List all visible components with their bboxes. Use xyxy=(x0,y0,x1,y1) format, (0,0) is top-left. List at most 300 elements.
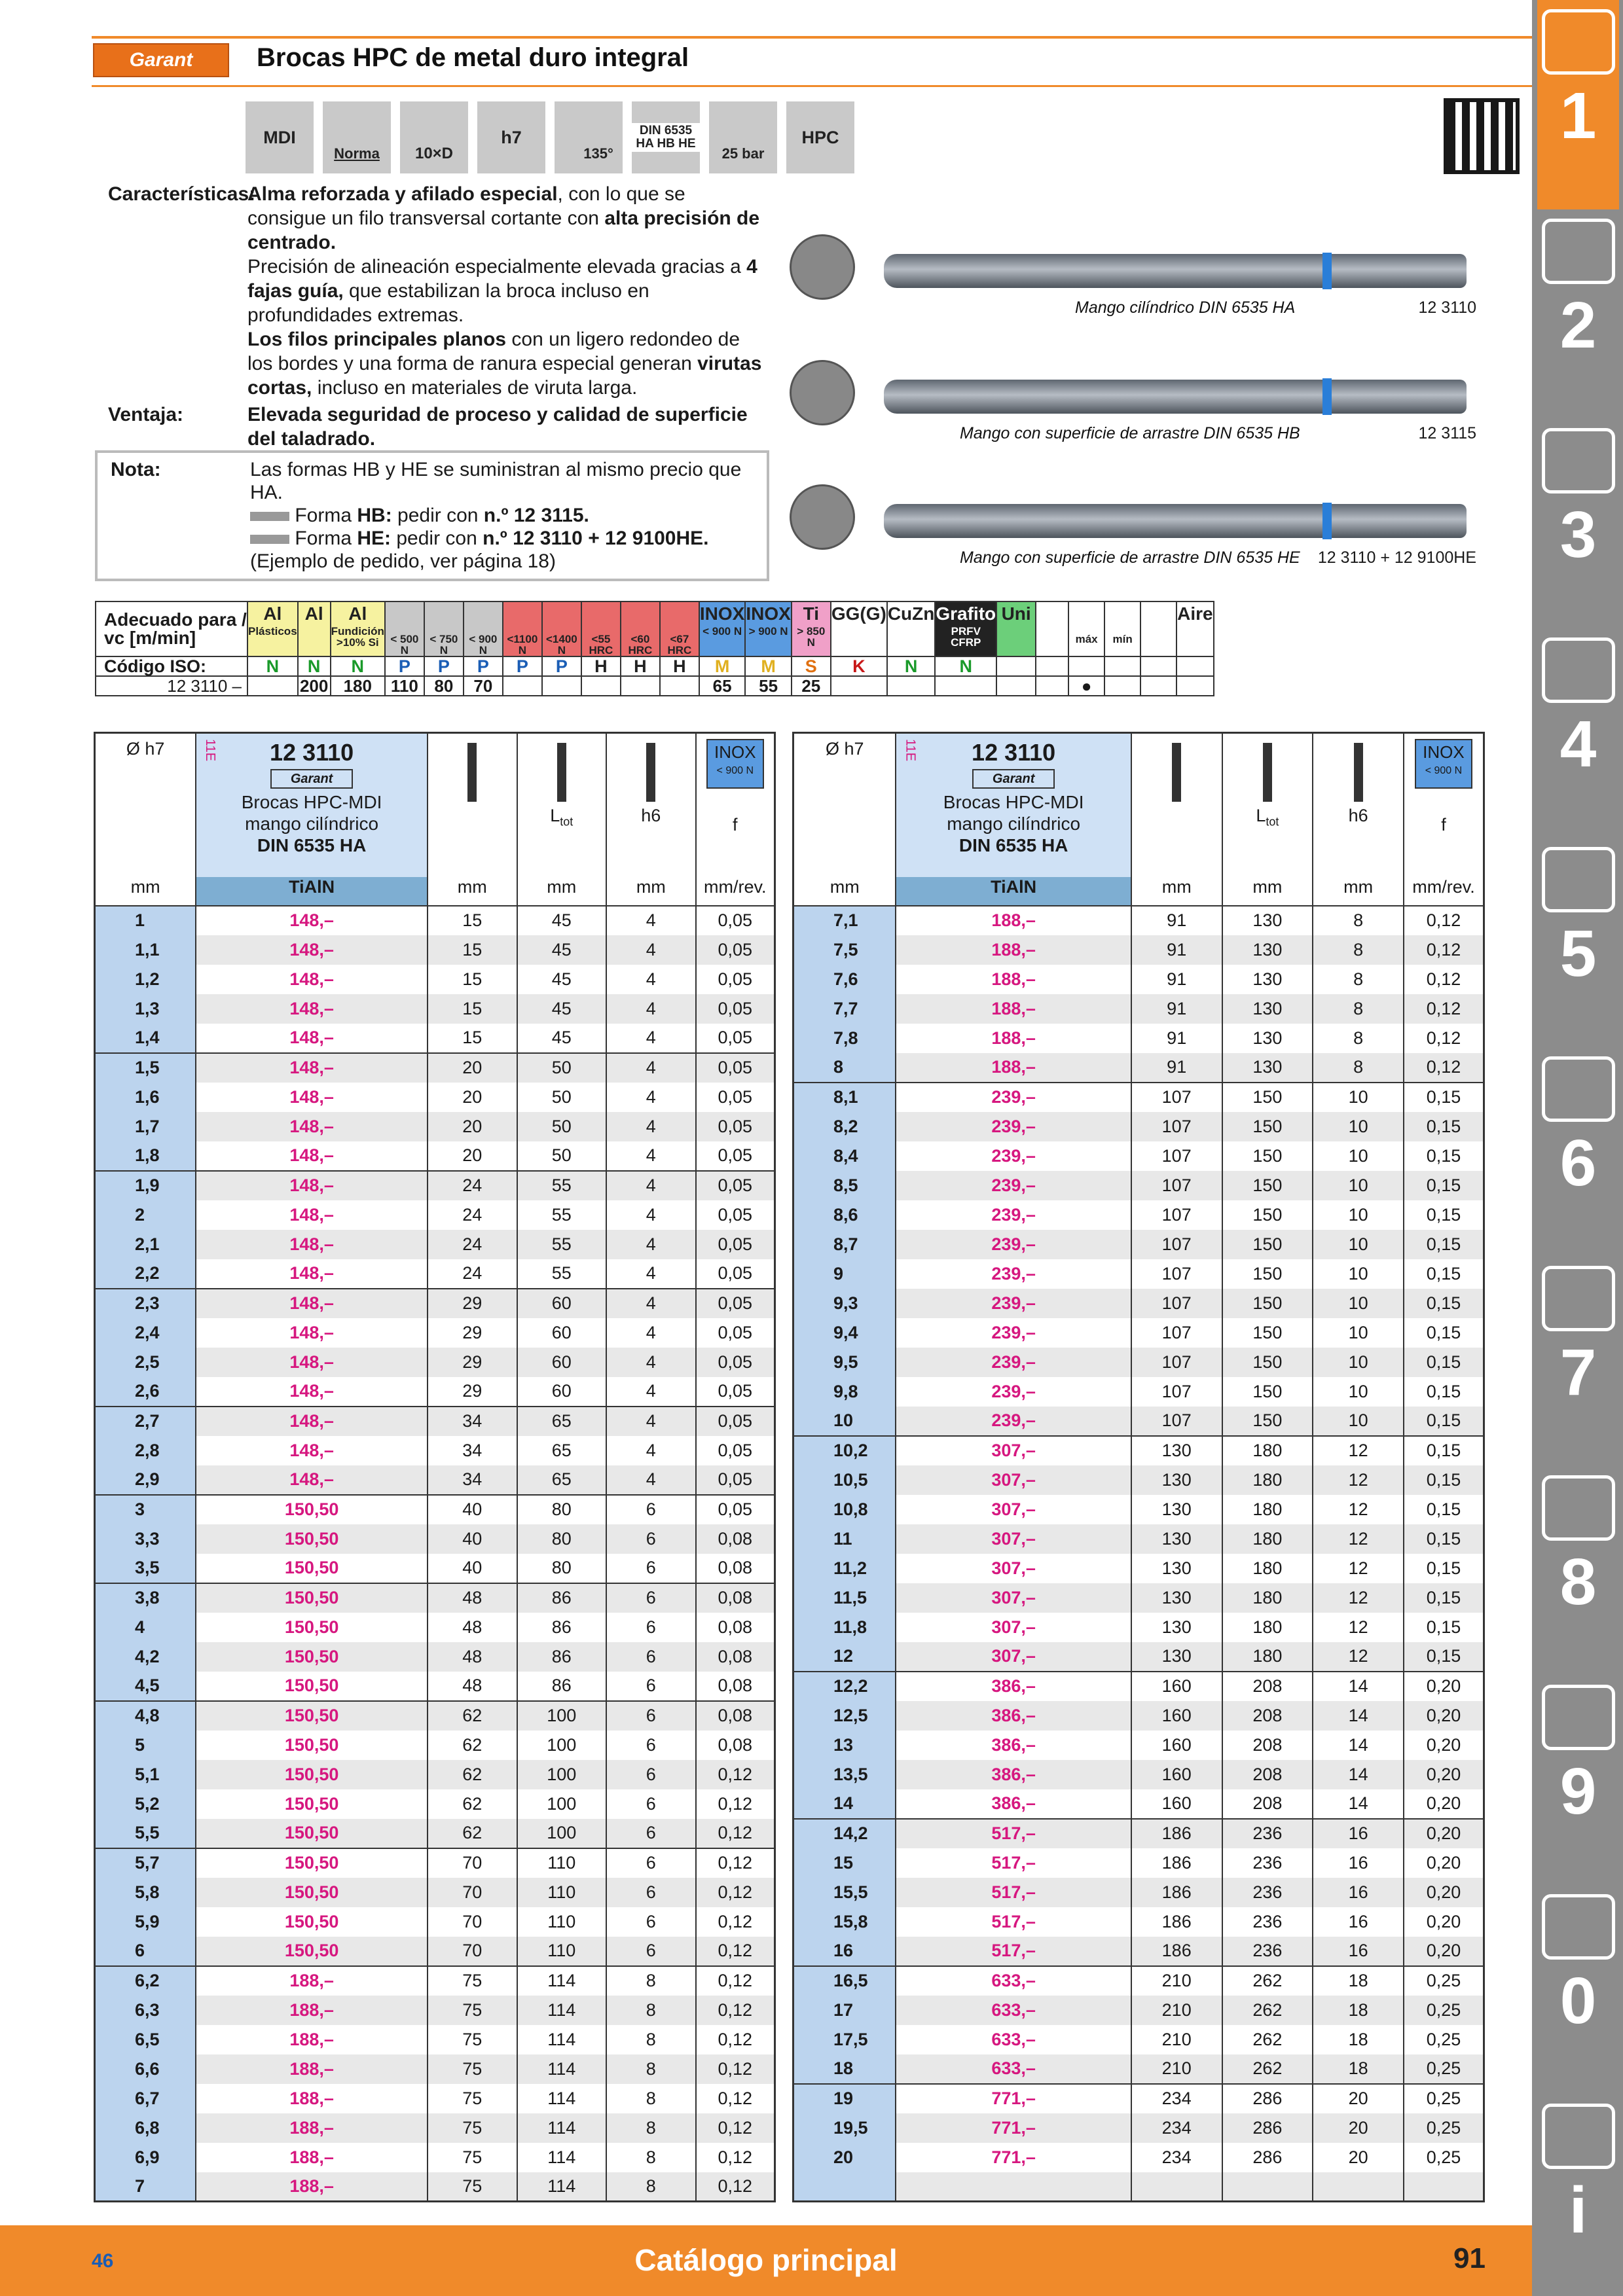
value-cell: 262 xyxy=(1222,1996,1313,2025)
value-cell: 0,25 xyxy=(1404,2054,1484,2084)
value-cell: 0,05 xyxy=(696,1495,775,1524)
cutting-speed-cell: 80 xyxy=(424,676,464,696)
value-cell: 48 xyxy=(428,1613,517,1642)
diameter-cell: 5,1 xyxy=(95,1760,196,1789)
price-cell: 148,– xyxy=(196,1112,428,1141)
table-row xyxy=(793,1141,1484,1171)
value-cell: 0,08 xyxy=(696,1642,775,1672)
footer-bar xyxy=(0,2225,1532,2296)
value-cell: 34 xyxy=(428,1407,517,1436)
value-cell: 62 xyxy=(428,1760,517,1789)
price-cell: 148,– xyxy=(196,1377,428,1407)
diameter-cell: 12,2 xyxy=(793,1672,896,1701)
price-cell xyxy=(896,2172,1131,2202)
material-col-8: <55 HRC xyxy=(581,601,621,656)
value-cell: 4 xyxy=(606,1348,696,1377)
table-row xyxy=(793,2025,1484,2054)
value-cell: 107 xyxy=(1131,1083,1222,1112)
price-cell: 150,50 xyxy=(196,1907,428,1937)
price-cell: 386,– xyxy=(896,1760,1131,1789)
product-table-left: Ø h7 11E 12 3110 Garant Brocas HPC-MDI mango cilíndrico DIN 6535 HA $L_{tot}$ h6 INOX < 900 N f mm TiAlN mm mm mm mm/rev. 1 148,– 15 45 4 0,05 1,1 148,– 15 45 4 0,05 1,2 148,– 15 45 4 0,05 1,3 148,– 15 45 4 0,05 1,4 148,– 15 45 4 0,05 1,5 148,– 20 50 4 0,05 1,6 148,– 20 50 4 0,05 1,7 148,– 20 50 4 0,05 1,8 148,– 20 50 4 0,05 1,9 148,– 24 55 4 0,05 2 148,– 24 55 4 0,05 2,1 148,– 24 55 4 0,05 2,2 148,– 24 55 4 0,05 2,3 148,– 29 60 4 0,05 2,4 148,– 29 60 4 0,05 2,5 148,– 29 60 4 0,05 2,6 148,– 29 60 4 0,05 2,7 148,– 34 65 4 0,05 2,8 148,– 34 65 4 0,05 2,9 148,– 34 65 4 0,05 3 150,50 40 80 6 0,05 3,3 150,50 40 80 6 0,08 3,5 150,50 40 80 6 0,08 3,8 150,50 48 86 6 0,08 4 150,50 48 86 6 0,08 4,2 150,50 48 86 6 0,08 4,5 150,50 48 86 6 0,08 4,8 150,50 62 100 6 0,08 5 150,50 62 100 6 0,08 5,1 150,50 62 100 6 0,12 5,2 150,50 62 100 6 0,12 5,5 150,50 62 100 6 0,12 5,7 150,50 70 110 6 0,12 5,8 150,50 70 110 6 0,12 5,9 150,50 70 110 6 0,12 6 150,50 70 110 6 0,12 6,2 188,– 75 114 8 0,12 6,3 188,– 75 114 8 0,12 6,5 188,– 75 114 8 0,12 6,6 188,– 75 114 8 0,12 6,7 188,– 75 114 8 0,12 6,8 188,– 75 114 8 0,12 6,9 188,– 75 114 8 0,12 7 188,– 75 114 8 0,12 xyxy=(94,732,776,2202)
value-cell: 0,20 xyxy=(1404,1672,1484,1701)
price-cell: 148,– xyxy=(196,965,428,994)
value-cell: 0,15 xyxy=(1404,1259,1484,1289)
iso-code-cell: N xyxy=(935,656,996,676)
value-cell: 0,20 xyxy=(1404,1701,1484,1731)
value-cell: 6 xyxy=(606,1672,696,1701)
table-row xyxy=(95,1407,775,1436)
diameter-cell: 12 xyxy=(793,1642,896,1672)
value-cell: 62 xyxy=(428,1701,517,1731)
cutting-speed-cell: 110 xyxy=(385,676,424,696)
table-row xyxy=(793,2054,1484,2084)
value-cell: 0,15 xyxy=(1404,1112,1484,1141)
value-cell: 150 xyxy=(1222,1377,1313,1407)
value-cell: 262 xyxy=(1222,2025,1313,2054)
header-subrule xyxy=(92,85,1532,87)
value-cell: 107 xyxy=(1131,1171,1222,1200)
table-row xyxy=(793,1966,1484,1996)
diameter-cell: 1,2 xyxy=(95,965,196,994)
table-row xyxy=(793,1436,1484,1465)
table-row xyxy=(95,1171,775,1200)
value-cell: 0,15 xyxy=(1404,1465,1484,1495)
price-cell: 150,50 xyxy=(196,1642,428,1672)
price-cell: 148,– xyxy=(196,994,428,1024)
value-cell: 86 xyxy=(517,1583,607,1613)
chapter-tab-9[interactable]: 0 xyxy=(1537,1885,1619,2094)
cutting-speed-cell: 25 xyxy=(792,676,831,696)
diameter-cell: 3,8 xyxy=(95,1583,196,1613)
table-row xyxy=(95,1642,775,1672)
cutting-speed-cell: 70 xyxy=(464,676,503,696)
value-cell: 110 xyxy=(517,1907,607,1937)
value-cell: 6 xyxy=(606,1731,696,1760)
chapter-icon xyxy=(1542,1685,1615,1750)
value-cell: 107 xyxy=(1131,1377,1222,1407)
value-cell: 75 xyxy=(428,1966,517,1996)
table-row xyxy=(793,1259,1484,1289)
feature-icons xyxy=(246,101,854,173)
price-cell: 239,– xyxy=(896,1200,1131,1230)
price-cell: 188,– xyxy=(196,2025,428,2054)
diameter-cell: 8,4 xyxy=(793,1141,896,1171)
table-row xyxy=(95,906,775,935)
coating-header: TiAlN xyxy=(196,877,428,906)
value-cell: 150 xyxy=(1222,1348,1313,1377)
value-cell: 210 xyxy=(1131,1996,1222,2025)
value-cell: 150 xyxy=(1222,1083,1313,1112)
value-cell: 0,20 xyxy=(1404,1760,1484,1789)
value-cell: 6 xyxy=(606,1613,696,1642)
value-cell: 0,05 xyxy=(696,1289,775,1318)
value-cell: 4 xyxy=(606,1230,696,1259)
chapter-tab-7[interactable]: 8 xyxy=(1537,1466,1619,1676)
iso-code-cell: S xyxy=(792,656,831,676)
value-cell: 0,05 xyxy=(696,1141,775,1171)
price-cell: 307,– xyxy=(896,1583,1131,1613)
diameter-cell: 2,8 xyxy=(95,1436,196,1465)
value-cell: 20 xyxy=(1313,2143,1404,2172)
price-cell: 633,– xyxy=(896,2054,1131,2084)
value-cell: 20 xyxy=(1313,2084,1404,2113)
chapter-icon xyxy=(1542,637,1615,703)
shank-header: h6 xyxy=(606,733,696,877)
diameter-cell: 7 xyxy=(95,2172,196,2202)
value-cell: 70 xyxy=(428,1937,517,1966)
diameter-cell: 10,8 xyxy=(793,1495,896,1524)
diameter-cell: 15,8 xyxy=(793,1907,896,1937)
chapter-icon xyxy=(1542,2104,1615,2169)
table-row xyxy=(793,1524,1484,1554)
value-cell: 55 xyxy=(517,1230,607,1259)
value-cell: 114 xyxy=(517,2113,607,2143)
chapter-icon xyxy=(1542,9,1615,75)
garant-logo: Garant xyxy=(270,769,353,789)
value-cell: 114 xyxy=(517,2172,607,2202)
value-cell: 6 xyxy=(606,1848,696,1878)
article-number: 12 3110 xyxy=(972,739,1056,766)
chapter-icon xyxy=(1542,1266,1615,1331)
price-cell: 148,– xyxy=(196,1436,428,1465)
diameter-cell: 6,3 xyxy=(95,1996,196,2025)
footer-title: Catálogo principal xyxy=(634,2243,898,2277)
chapter-tab-3[interactable]: 4 xyxy=(1537,628,1619,838)
chapter-tab-8[interactable]: 9 xyxy=(1537,1676,1619,1885)
iso-code-cell: N xyxy=(247,656,298,676)
material-col-12: INOX > 900 N xyxy=(745,601,791,656)
value-cell: 107 xyxy=(1131,1230,1222,1259)
table-row xyxy=(793,2084,1484,2113)
table-row xyxy=(793,1907,1484,1937)
value-cell: 0,05 xyxy=(696,1348,775,1377)
diameter-cell: 3,3 xyxy=(95,1524,196,1554)
material-col-6: <1100 N xyxy=(503,601,542,656)
price-cell: 517,– xyxy=(896,1819,1131,1848)
price-cell: 239,– xyxy=(896,1377,1131,1407)
table-row xyxy=(793,1083,1484,1112)
table-row xyxy=(793,1937,1484,1966)
cutting-speed-cell: ● xyxy=(1068,676,1104,696)
characteristics-label: Características: xyxy=(108,183,256,205)
table-row xyxy=(95,1878,775,1907)
value-cell: 0,15 xyxy=(1404,1348,1484,1377)
price-cell: 150,50 xyxy=(196,1731,428,1760)
table-row xyxy=(793,1200,1484,1230)
value-cell: 262 xyxy=(1222,1966,1313,1996)
material-col-5: < 900 N xyxy=(464,601,503,656)
value-cell: 62 xyxy=(428,1789,517,1819)
value-cell: 150 xyxy=(1222,1289,1313,1318)
value-cell: 150 xyxy=(1222,1200,1313,1230)
cutting-speed-cell xyxy=(247,676,298,696)
cutting-speed-cell xyxy=(503,676,542,696)
value-cell: 29 xyxy=(428,1289,517,1318)
diameter-cell: 7,1 xyxy=(793,906,896,935)
value-cell: 65 xyxy=(517,1436,607,1465)
table-row xyxy=(793,1613,1484,1642)
price-cell: 771,– xyxy=(896,2084,1131,2113)
value-cell: 114 xyxy=(517,2054,607,2084)
value-cell: 0,12 xyxy=(696,1760,775,1789)
table-row xyxy=(95,1583,775,1613)
value-cell: 65 xyxy=(517,1465,607,1495)
chapter-tab-4[interactable]: 5 xyxy=(1537,838,1619,1047)
price-cell: 148,– xyxy=(196,1024,428,1053)
diameter-cell: 17 xyxy=(793,1996,896,2025)
value-cell: 234 xyxy=(1131,2143,1222,2172)
value-cell: 6 xyxy=(606,1789,696,1819)
price-cell: 188,– xyxy=(896,906,1131,935)
value-cell: 12 xyxy=(1313,1554,1404,1583)
table-row xyxy=(95,1230,775,1259)
table-row xyxy=(95,2054,775,2084)
value-cell: 0,05 xyxy=(696,1259,775,1289)
value-cell: 65 xyxy=(517,1407,607,1436)
value-cell: 0,20 xyxy=(1404,1878,1484,1907)
table-row xyxy=(793,1672,1484,1701)
value-cell: 15 xyxy=(428,965,517,994)
table-row xyxy=(95,1937,775,1966)
value-cell: 236 xyxy=(1222,1819,1313,1848)
price-cell: 150,50 xyxy=(196,1878,428,1907)
value-cell: 29 xyxy=(428,1348,517,1377)
value-cell: 0,12 xyxy=(696,1848,775,1878)
price-cell: 307,– xyxy=(896,1465,1131,1495)
value-cell: 6 xyxy=(606,1583,696,1613)
price-cell: 148,– xyxy=(196,906,428,935)
price-cell: 239,– xyxy=(896,1407,1131,1436)
material-col-9: <60 HRC xyxy=(621,601,660,656)
value-cell: 40 xyxy=(428,1495,517,1524)
value-cell: 0,05 xyxy=(696,935,775,965)
value-cell: 10 xyxy=(1313,1259,1404,1289)
cutting-speed-cell xyxy=(542,676,581,696)
chapter-icon xyxy=(1542,847,1615,912)
value-cell: 107 xyxy=(1131,1259,1222,1289)
value-cell: 0,12 xyxy=(696,1789,775,1819)
coolant-pressure-icon: 25 bar xyxy=(709,101,777,173)
cutting-speed-cell xyxy=(1104,676,1140,696)
value-cell: 8 xyxy=(606,2084,696,2113)
feed-header: INOX < 900 N f xyxy=(696,733,775,877)
diameter-cell: 2,5 xyxy=(95,1348,196,1377)
value-cell: 8 xyxy=(1313,1024,1404,1053)
table-row xyxy=(793,994,1484,1024)
table-row xyxy=(95,1495,775,1524)
table-row xyxy=(793,965,1484,994)
value-cell: 24 xyxy=(428,1259,517,1289)
diameter-cell: 8,7 xyxy=(793,1230,896,1259)
drill-tip-icon xyxy=(790,234,855,300)
price-cell: 148,– xyxy=(196,1318,428,1348)
material-col-14: GG(G) xyxy=(831,601,887,656)
value-cell: 15 xyxy=(428,1024,517,1053)
diameter-cell: 6,5 xyxy=(95,2025,196,2054)
value-cell: 4 xyxy=(606,1083,696,1112)
hpc-icon: HPC xyxy=(786,101,854,173)
value-cell: 4 xyxy=(606,1112,696,1141)
drill-length-icon xyxy=(1131,733,1222,877)
diameter-cell: 8,5 xyxy=(793,1171,896,1200)
diameter-cell: 7,7 xyxy=(793,994,896,1024)
diameter-cell: 10 xyxy=(793,1407,896,1436)
iso-code-cell: H xyxy=(621,656,660,676)
value-cell: 0,12 xyxy=(696,1878,775,1907)
price-cell: 150,50 xyxy=(196,1672,428,1701)
iso-code-cell: P xyxy=(424,656,464,676)
value-cell: 0,08 xyxy=(696,1701,775,1731)
chapter-tab-0[interactable]: 1 xyxy=(1537,0,1619,209)
value-cell: 160 xyxy=(1131,1789,1222,1819)
value-cell: 130 xyxy=(1131,1524,1222,1554)
table-row xyxy=(793,1760,1484,1789)
table-row xyxy=(793,935,1484,965)
value-cell: 91 xyxy=(1131,906,1222,935)
value-cell: 40 xyxy=(428,1524,517,1554)
cutting-speed-cell xyxy=(581,676,621,696)
diameter-cell: 3 xyxy=(95,1495,196,1524)
table-row xyxy=(793,1554,1484,1583)
diameter-cell: 9,8 xyxy=(793,1377,896,1407)
iso-code-cell: H xyxy=(581,656,621,676)
value-cell: 0,25 xyxy=(1404,2143,1484,2172)
table-row xyxy=(95,2025,775,2054)
cutting-speed-cell xyxy=(660,676,699,696)
value-cell: 0,12 xyxy=(696,1937,775,1966)
length-icon: 10×D xyxy=(400,101,468,173)
price-cell: 307,– xyxy=(896,1495,1131,1524)
value-cell: 186 xyxy=(1131,1878,1222,1907)
table-row xyxy=(793,1878,1484,1907)
value-cell: 45 xyxy=(517,906,607,935)
value-cell: 8 xyxy=(1313,906,1404,935)
qr-code-icon[interactable] xyxy=(1444,98,1520,174)
iso-code-cell: H xyxy=(660,656,699,676)
chapter-icon xyxy=(1542,219,1615,284)
value-cell: 130 xyxy=(1222,935,1313,965)
price-cell: 386,– xyxy=(896,1701,1131,1731)
value-cell: 0,05 xyxy=(696,1024,775,1053)
value-cell: 75 xyxy=(428,2084,517,2113)
diameter-cell: 9,5 xyxy=(793,1348,896,1377)
footer-left-page: 46 xyxy=(92,2250,114,2272)
diameter-cell: 6,8 xyxy=(95,2113,196,2143)
shank-header: h6 xyxy=(1313,733,1404,877)
price-cell: 771,– xyxy=(896,2143,1131,2172)
value-cell: 160 xyxy=(1131,1760,1222,1789)
table-row xyxy=(95,1701,775,1731)
table-row xyxy=(793,1318,1484,1348)
table-row xyxy=(793,1583,1484,1613)
advantage-label: Ventaja: xyxy=(108,404,184,425)
iso-code-cell: P xyxy=(503,656,542,676)
value-cell: 50 xyxy=(517,1053,607,1083)
chapter-tab-1[interactable]: 2 xyxy=(1537,209,1619,419)
diameter-cell: 1,7 xyxy=(95,1112,196,1141)
value-cell: 107 xyxy=(1131,1289,1222,1318)
chapter-tab-6[interactable]: 7 xyxy=(1537,1257,1619,1466)
price-cell: 386,– xyxy=(896,1731,1131,1760)
table-row xyxy=(793,1848,1484,1878)
value-cell: 150 xyxy=(1222,1407,1313,1436)
price-cell: 307,– xyxy=(896,1642,1131,1672)
price-cell: 517,– xyxy=(896,1878,1131,1907)
garant-logo: Garant xyxy=(93,43,229,77)
value-cell: 20 xyxy=(428,1141,517,1171)
value-cell: 4 xyxy=(606,1377,696,1407)
price-cell: 517,– xyxy=(896,1848,1131,1878)
value-cell: 12 xyxy=(1313,1583,1404,1613)
diameter-cell: 11 xyxy=(793,1524,896,1554)
advantage-text: Elevada seguridad de proceso y calidad de superficie del taladrado. xyxy=(247,404,748,450)
table-row xyxy=(95,1789,775,1819)
chapter-tab-5[interactable]: 6 xyxy=(1537,1047,1619,1257)
table-row xyxy=(95,2084,775,2113)
value-cell: 0,05 xyxy=(696,1318,775,1348)
value-cell: 0,12 xyxy=(1404,935,1484,965)
value-cell: 107 xyxy=(1131,1200,1222,1230)
mdi-icon: MDI xyxy=(246,101,314,173)
cutting-speed-cell: 55 xyxy=(745,676,791,696)
value-cell: 8 xyxy=(606,2054,696,2084)
value-cell: 8 xyxy=(606,2025,696,2054)
value-cell: 0,15 xyxy=(1404,1554,1484,1583)
value-cell: 286 xyxy=(1222,2143,1313,2172)
value-cell: 114 xyxy=(517,2143,607,2172)
value-cell: 4 xyxy=(606,1053,696,1083)
price-cell: 239,– xyxy=(896,1083,1131,1112)
value-cell: 62 xyxy=(428,1819,517,1848)
value-cell: 8 xyxy=(606,2172,696,2202)
value-cell: 20 xyxy=(428,1053,517,1083)
value-cell: 10 xyxy=(1313,1318,1404,1348)
value-cell: 14 xyxy=(1313,1760,1404,1789)
value-cell: 10 xyxy=(1313,1348,1404,1377)
value-cell: 4 xyxy=(606,1200,696,1230)
diameter-cell: 16,5 xyxy=(793,1966,896,1996)
table-row xyxy=(793,1996,1484,2025)
cutting-speed-cell xyxy=(887,676,936,696)
price-cell: 239,– xyxy=(896,1259,1131,1289)
page-title: Brocas HPC de metal duro integral xyxy=(257,43,689,72)
value-cell: 262 xyxy=(1222,2054,1313,2084)
value-cell: 6 xyxy=(606,1819,696,1848)
material-col-20: mín xyxy=(1104,601,1140,656)
value-cell: 130 xyxy=(1131,1642,1222,1672)
value-cell: 186 xyxy=(1131,1848,1222,1878)
value-cell: 234 xyxy=(1131,2113,1222,2143)
value-cell: 107 xyxy=(1131,1348,1222,1377)
value-cell: 45 xyxy=(517,1024,607,1053)
material-col-15: CuZn xyxy=(887,601,936,656)
value-cell: 16 xyxy=(1313,1819,1404,1848)
value-cell: 0,05 xyxy=(696,1377,775,1407)
price-cell: 188,– xyxy=(196,1996,428,2025)
value-cell: 180 xyxy=(1222,1583,1313,1613)
price-cell: 517,– xyxy=(896,1907,1131,1937)
price-cell: 188,– xyxy=(196,2054,428,2084)
value-cell: 45 xyxy=(517,994,607,1024)
material-col-22: Aire xyxy=(1176,601,1213,656)
value-cell: 75 xyxy=(428,2172,517,2202)
value-cell: 180 xyxy=(1222,1436,1313,1465)
chapter-tab-2[interactable]: 3 xyxy=(1537,419,1619,628)
value-cell: 4 xyxy=(606,1141,696,1171)
chapter-tab-10[interactable]: i xyxy=(1537,2094,1619,2296)
table-row xyxy=(95,1377,775,1407)
cutting-speed-cell xyxy=(831,676,887,696)
